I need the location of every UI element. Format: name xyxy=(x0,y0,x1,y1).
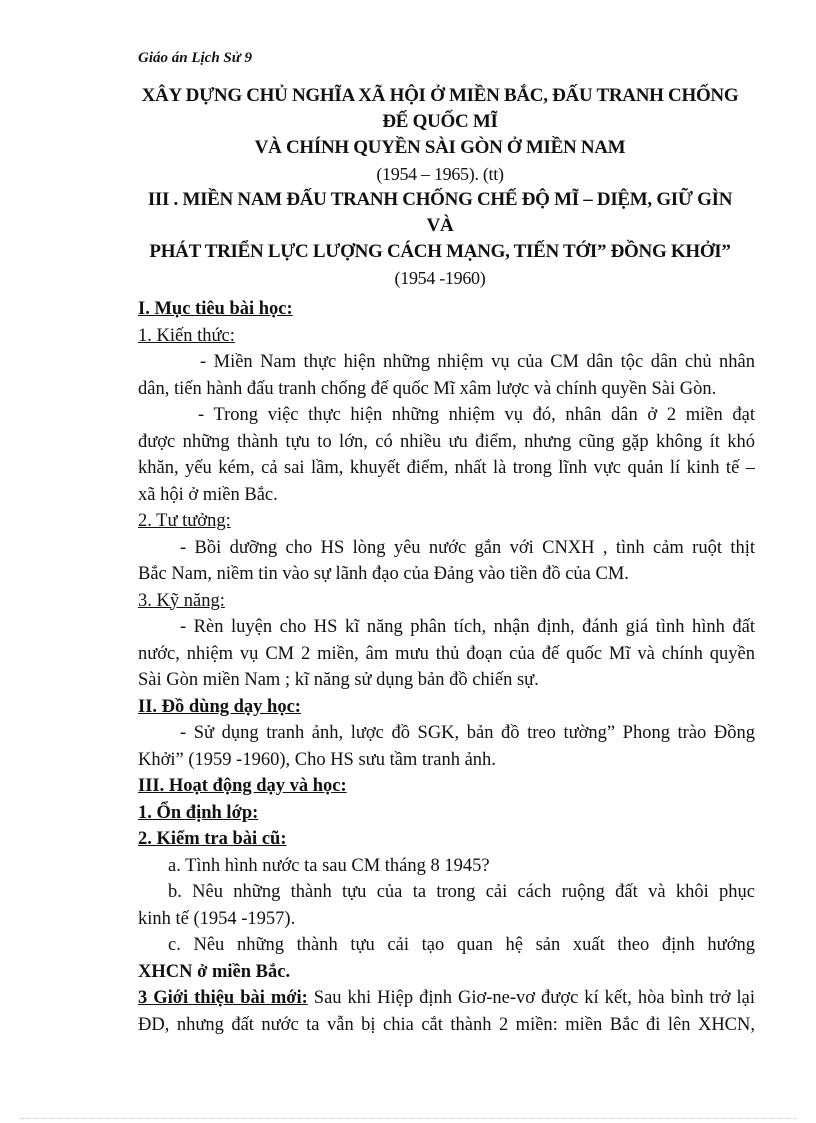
intro-text: Sau khi Hiệp định Giơ-ne-vơ được kí kết, hòa bình trở lại xyxy=(307,988,755,1008)
section-objectives-heading: I. Mục tiêu bài học: xyxy=(138,299,293,319)
review-question-a: a. Tình hình nước ta sau CM tháng 8 1945? xyxy=(168,855,490,876)
knowledge-p2-line: xã hội ở miền Bắc. xyxy=(138,484,278,505)
knowledge-p2-line: được những thành tựu to lớn, có nhiều ưu điểm, nhưng cũng gặp không ít khó xyxy=(138,431,755,452)
skills-line: - Rèn luyện cho HS kĩ năng phân tích, nhận định, đánh giá tình hình đất xyxy=(180,617,755,637)
title-line-6: VÀ xyxy=(426,215,454,236)
title-line-4: (1954 – 1965). (tt) xyxy=(376,164,504,184)
title-line-7: PHÁT TRIỂN LỰC LƯỢNG CÁCH MẠNG, TIẾN TỚI” ĐỒNG KHỞI” xyxy=(149,241,731,262)
thought-heading: 2. Tư tưởng: xyxy=(138,511,231,531)
title-line-1: XÂY DỰNG CHỦ NGHĨA XÃ HỘI Ở MIỀN BẮC, ĐẤU TRANH CHỐNG xyxy=(141,85,739,106)
skills-heading: 3. Kỹ năng: xyxy=(138,590,225,611)
thought-line: - Bồi dưỡng cho HS lòng yêu nước gắn với CNXH , tình cảm ruột thịt xyxy=(180,537,755,558)
title-line-8: (1954 -1960) xyxy=(394,268,486,288)
skills-line: nước, nhiệm vụ CM 2 miền, âm mưu thủ đoạn của đế quốc Mĩ và chính quyền xyxy=(138,643,755,664)
materials-line: Khởi” (1959 -1960), Cho HS sưu tầm tranh ảnh. xyxy=(138,749,496,770)
lesson-title xyxy=(90,83,790,291)
stabilize-class-heading: 1. Ổn định lớp: xyxy=(138,802,259,823)
title-line-5: III . MIỀN NAM ĐẤU TRANH CHỐNG CHẾ ĐỘ MĨ – DIỆM, GIỮ GÌN xyxy=(147,189,733,210)
review-question-b: b. Nêu những thành tựu của ta trong cải cách ruộng đất và khôi phục xyxy=(168,882,755,902)
section-materials-heading: II. Đồ dùng dạy học: xyxy=(138,696,301,717)
knowledge-heading: 1. Kiến thức: xyxy=(138,325,235,346)
review-question-c: c. Nêu những thành tựu cải tạo quan hệ sản xuất theo định hướng xyxy=(168,935,755,955)
review-question-b-cont: kinh tế (1954 -1957). xyxy=(138,908,296,929)
intro-line-2: ĐD, nhưng đất nước ta vẫn bị chia cắt thành 2 miền: miền Bắc đi lên XHCN, xyxy=(138,1014,755,1035)
lesson-content xyxy=(138,296,755,1038)
knowledge-p2-line: khăn, yếu kém, cả sai lầm, khuyết điểm, nhất là trong lĩnh vực quản lí kinh tế – xyxy=(138,458,755,478)
skills-line: Sài Gòn miền Nam ; kĩ năng sử dụng bản đồ chiến sự. xyxy=(138,670,539,690)
section-activities-heading: III. Hoạt động dạy và học: xyxy=(138,776,347,796)
review-question-c-cont: XHCN ở miền Bắc. xyxy=(138,961,291,982)
thought-line: Bắc Nam, niềm tin vào sự lãnh đạo của Đảng vào tiền đồ của CM. xyxy=(138,564,629,584)
page-bottom-divider xyxy=(20,1118,796,1119)
knowledge-p1-line: dân, tiến hành đấu tranh chống đế quốc Mĩ xâm lược và chính quyền Sài Gòn. xyxy=(138,378,717,399)
knowledge-p2-line: - Trong việc thực hiện những nhiệm vụ đó, nhân dân ở 2 miền đạt xyxy=(198,405,755,425)
title-line-2: ĐẾ QUỐC MĨ xyxy=(382,111,498,132)
intro-line xyxy=(138,985,755,1012)
title-line-3: VÀ CHÍNH QUYỀN SÀI GÒN Ở MIỀN NAM xyxy=(254,137,626,158)
review-heading: 2. Kiểm tra bài cũ: xyxy=(138,829,287,849)
document-header: Giáo án Lịch Sử 9 xyxy=(138,50,253,66)
materials-line: - Sử dụng tranh ảnh, lược đồ SGK, bản đồ treo tường” Phong trào Đồng xyxy=(180,723,755,743)
intro-heading: 3 Giới thiệu bài mới: xyxy=(138,988,308,1008)
knowledge-p1-line: - Miền Nam thực hiện những nhiệm vụ của CM dân tộc dân chủ nhân xyxy=(200,352,755,372)
